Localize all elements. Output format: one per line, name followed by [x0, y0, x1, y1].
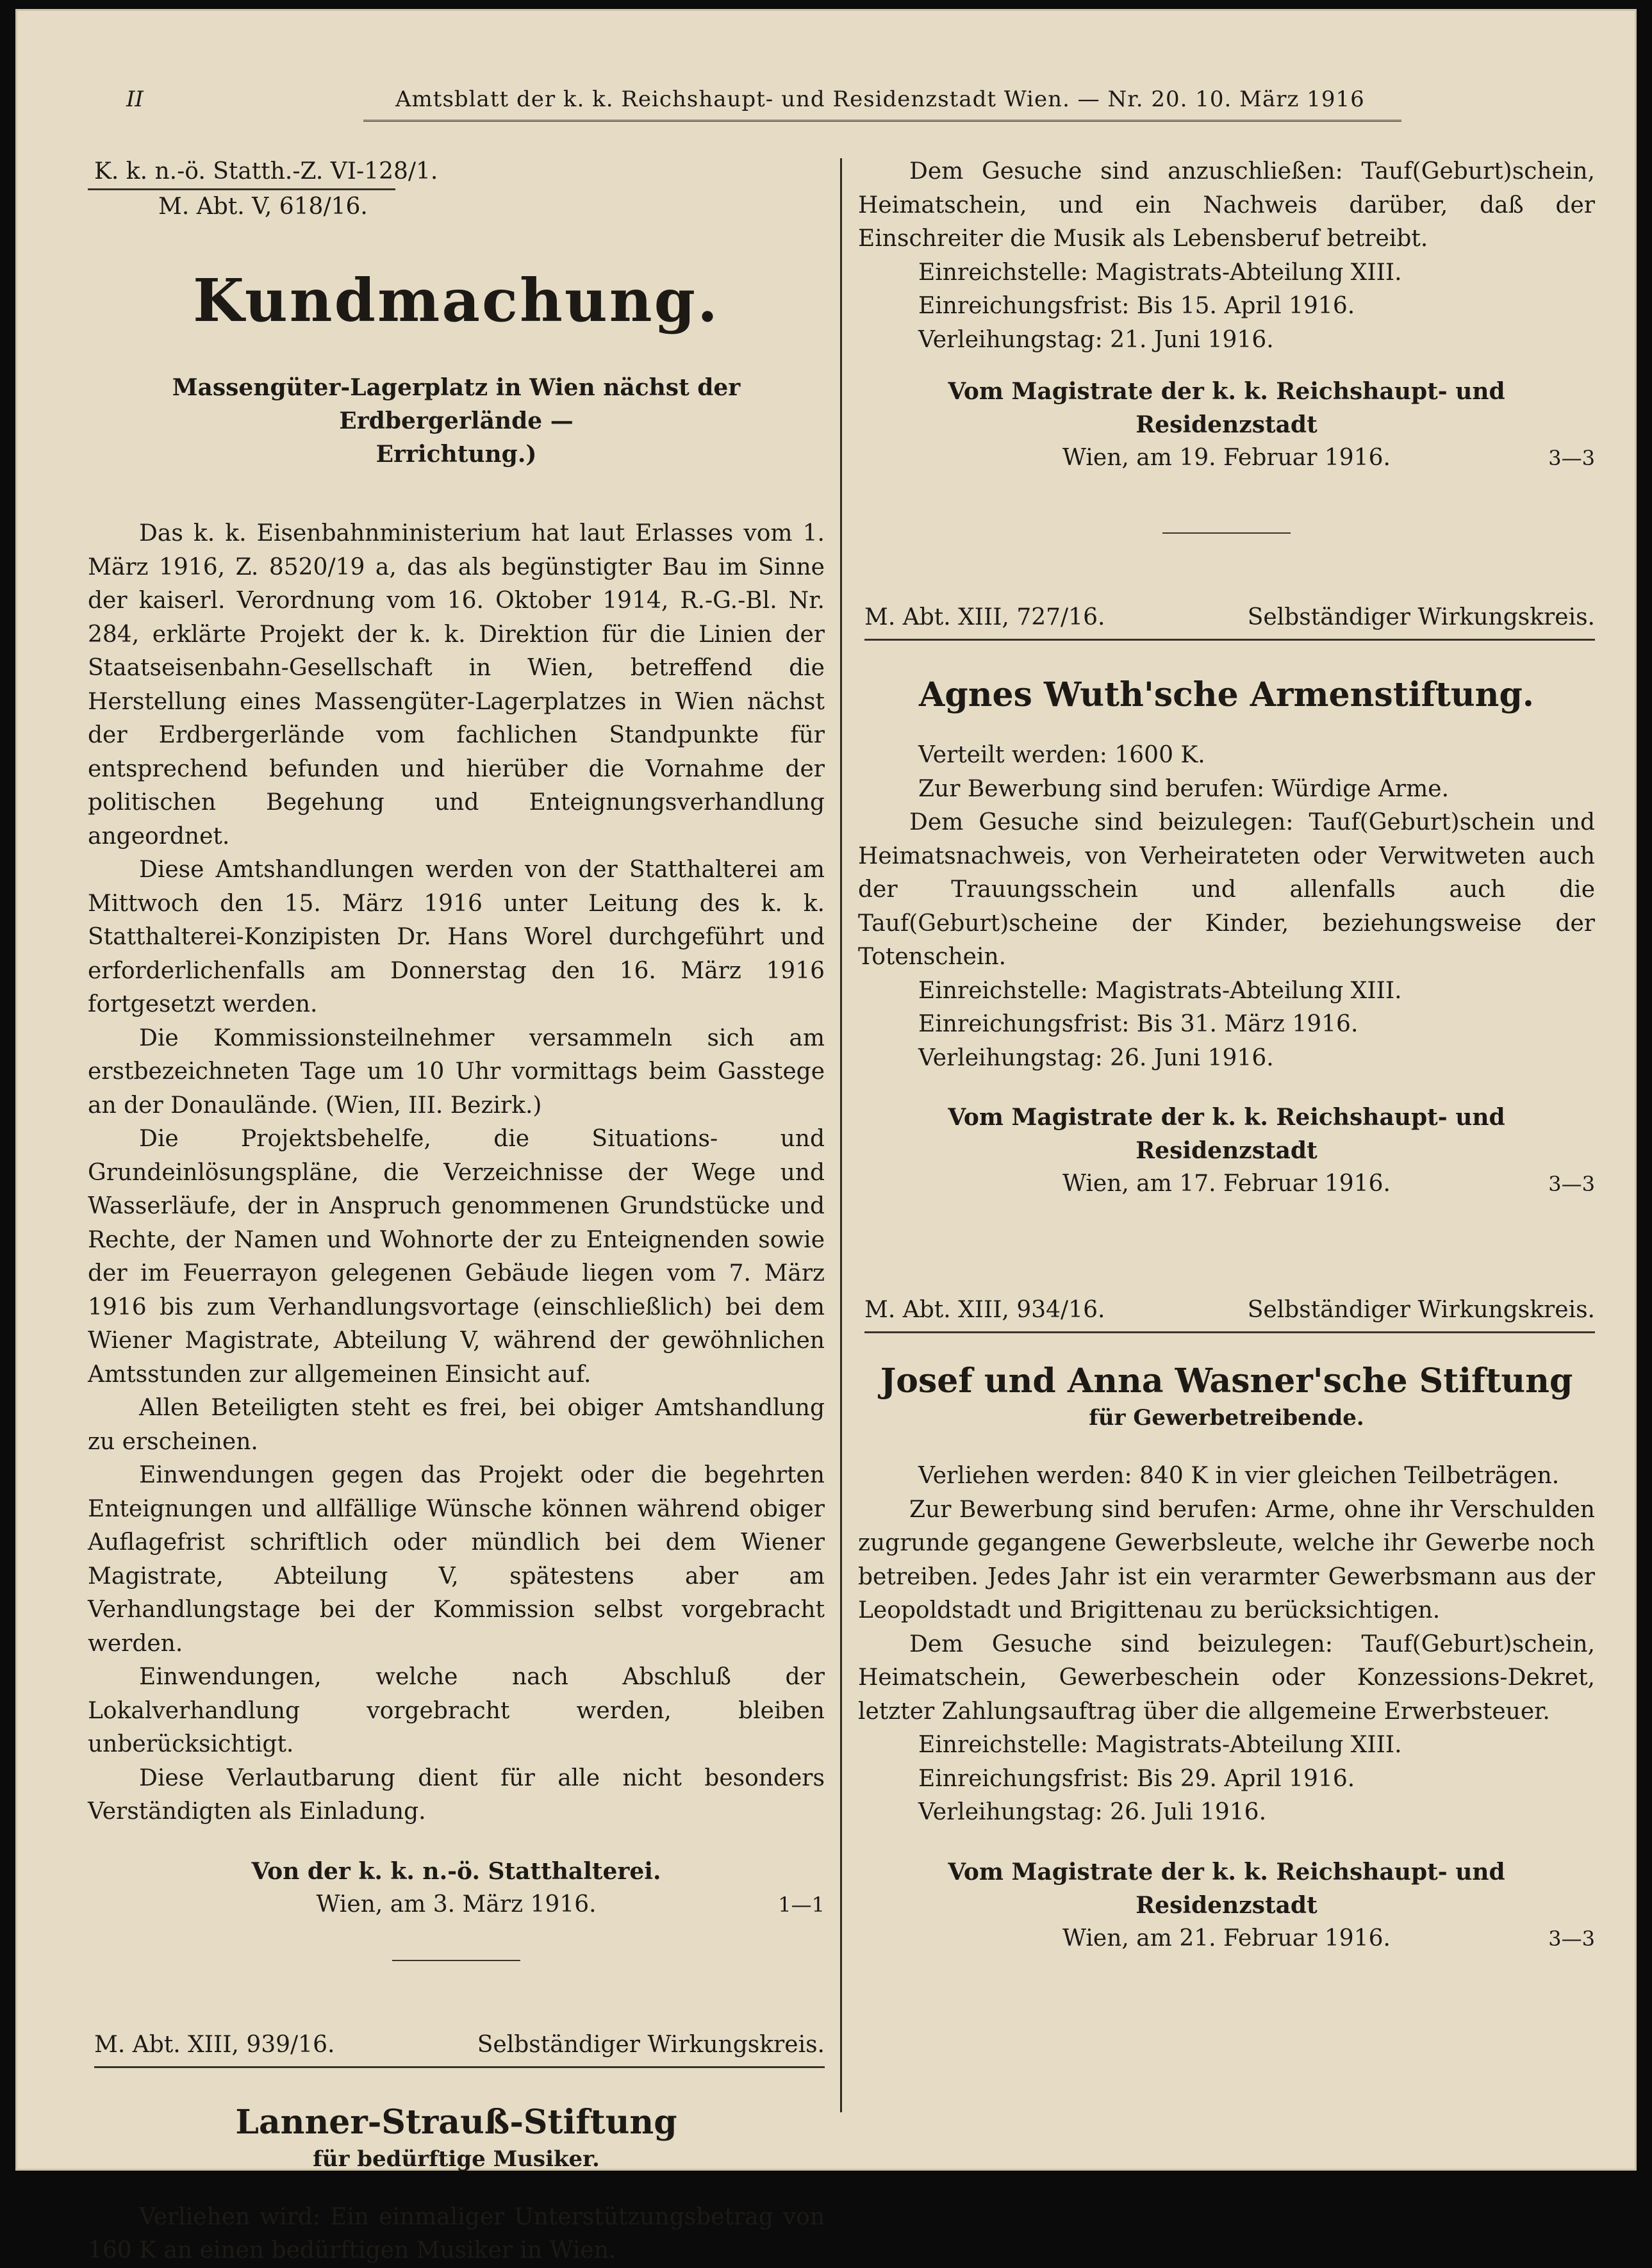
amount-line: Verteilt werden: 1600 K. — [918, 742, 1205, 768]
signature-magistrat: Vom Magistrate der k. k. Reichshaupt- und Residenzstadt — [948, 378, 1505, 438]
notice-paragraph: Allen Beteiligten steht es frei, bei obiger Amtshandlung zu erscheinen. — [88, 1395, 825, 1455]
page-header — [94, 80, 1376, 119]
header-rule — [363, 120, 1401, 122]
award-date: Verleihungstag: 26. Juni 1916. — [918, 1044, 1274, 1071]
column-divider — [840, 158, 842, 2112]
foundation-text: Verliehen wird: Ein einmaliger Unterstützungsbetrag von 160 K an einen bedürftigen Musiker in Wien. — [88, 2203, 825, 2264]
notice-title: Kundmachung. — [192, 266, 720, 335]
insertion-count: 3—3 — [1548, 446, 1595, 470]
section-head-agnes — [858, 604, 1595, 643]
award-date: Verleihungstag: 21. Juni 1916. — [918, 326, 1274, 353]
section-head-josef — [858, 1297, 1595, 1335]
foundation-subtitle: für Gewerbetreibende. — [1089, 1405, 1364, 1431]
eligibility-line: Zur Bewerbung sind berufen: Würdige Arme. — [918, 775, 1450, 802]
signature-magistrat: Vom Magistrate der k. k. Reichshaupt- und Residenzstadt — [948, 1104, 1505, 1164]
section-reference: M. Abt. XIII, 727/16. — [864, 604, 1105, 630]
section-reference: M. Abt. XIII, 934/16. — [864, 1297, 1105, 1323]
amount-line: Verliehen werden: 840 K in vier gleichen Teilbeträgen. — [918, 1463, 1560, 1489]
running-title: Amtsblatt der k. k. Reichshaupt- und Residenzstadt Wien. — Nr. 20. 10. März 1916 — [395, 86, 1365, 112]
place-date — [858, 1167, 1595, 1201]
place-date — [88, 1888, 825, 1921]
reference-statthalterei: K. k. n.-ö. Statth.-Z. VI-128/1. — [94, 158, 438, 185]
submission-office: Einreichstelle: Magistrats-Abteilung XIII. — [918, 1732, 1402, 1758]
section-scope: Selbständiger Wirkungskreis. — [477, 2031, 825, 2058]
agnes-details — [858, 974, 1595, 1076]
signature-statthalterei: Von der k. k. n.-ö. Statthalterei. — [251, 1857, 661, 1885]
place-date-text: Wien, am 17. Februar 1916. — [1062, 1171, 1391, 1197]
agnes-lines — [858, 739, 1595, 806]
section-head-lanner — [88, 2032, 825, 2070]
foundation-title: Lanner-Strauß-Stiftung — [235, 2102, 677, 2142]
lanner-requirements: Dem Gesuche sind anzuschließen: Tauf(Geburt)schein, Heimatschein, und ein Nachweis darüber, daß der Einschreiter die Musik als Lebensberuf betreibt. — [858, 158, 1595, 252]
foundation-title: Agnes Wuth'sche Armenstiftung. — [919, 675, 1534, 714]
foundation-title: Josef und Anna Wasner'sche Stiftung — [880, 1361, 1573, 1401]
page-number: II — [126, 86, 144, 112]
josef-eligibility: Zur Bewerbung sind berufen: Arme, ohne ihr Verschulden zugrunde gegangene Gewerbsleute, welche ihr Gewerbe noch betreiben. Jedes Jahr ist ein verarmter Gewerbsmann aus der Leopoldstadt und Brigittenau zu berücksichtigen. — [858, 1496, 1595, 1623]
submission-deadline: Einreichungsfrist: Bis 15. April 1916. — [918, 293, 1355, 319]
notice-paragraph: Einwendungen, welche nach Abschluß der Lokalverhandlung vorgebracht werden, bleiben unberücksichtigt. — [88, 1664, 825, 1757]
place-date — [858, 441, 1595, 475]
notice-paragraph: Das k. k. Eisenbahnministerium hat laut Erlasses vom 1. März 1916, Z. 8520/19 a, das als begünstigter Bau im Sinne der kaiserl. Verordnung vom 16. Oktober 1914, R.-G.-Bl. Nr. 284, erklärte Projekt der k. k. Direktion für die Linien der Staatseisenbahn-Gesellschaft in Wien, betreffend die Herstellung eines Massengüter-Lagerplatzes in Wien nächst der Erdbergerlände vom fachlichen Standpunkte für entsprechend befunden und hierüber die Vornahme der politischen Begehung und Enteignungsverhandlung angeordnet. — [88, 520, 825, 850]
notice-paragraph: Diese Amtshandlungen werden von der Statthalterei am Mittwoch den 15. März 1916 unter Leitung des k. k. Statthalterei-Konzipisten Dr. Hans Worel durchgeführt und erforderlichenfalls am Donnerstag den 16. März 1916 fortgesetzt werden. — [88, 857, 825, 1017]
place-date-text: Wien, am 19. Februar 1916. — [1062, 445, 1391, 471]
section-rule — [94, 2066, 825, 2068]
signature-magistrat: Vom Magistrate der k. k. Reichshaupt- und Residenzstadt — [948, 1858, 1505, 1919]
section-rule — [864, 1331, 1595, 1333]
place-date — [858, 1922, 1595, 1955]
submission-office: Einreichstelle: Magistrats-Abteilung XIII. — [918, 977, 1402, 1004]
notice-subject — [88, 371, 825, 471]
section-reference: M. Abt. XIII, 939/16. — [94, 2031, 335, 2058]
subject-line-2: Errichtung.) — [376, 441, 537, 468]
reference-magistrat: M. Abt. V, 618/16. — [158, 193, 368, 220]
newspaper-page — [15, 9, 1637, 2264]
award-date: Verleihungstag: 26. Juli 1916. — [918, 1799, 1267, 1825]
submission-deadline: Einreichungsfrist: Bis 31. März 1916. — [918, 1011, 1359, 1037]
section-scope: Selbständiger Wirkungskreis. — [1247, 1297, 1595, 1323]
right-column — [858, 155, 1595, 1955]
left-column — [88, 155, 825, 2268]
josef-details — [858, 1729, 1595, 1830]
notice-paragraph: Die Projektsbehelfe, die Situations- und Grundeinlösungspläne, die Verzeichnisse der Wege und Wasserläufe, der in Anspruch genommenen Grundstücke und Rechte, der Namen und Wohnorte der zu Enteignenden sowie der im Feuerrayon gelegenen Gebäude liegen vom 7. März 1916 bis zum Verhandlungsvortage (einschließlich) bei dem Wiener Magistrate, Abteilung V, während der gewöhnlichen Amtsstunden zur allgemeinen Einsicht auf. — [88, 1126, 825, 1388]
subject-line-1: Massengüter-Lagerplatz in Wien nächst der Erdbergerlände — — [172, 374, 741, 434]
place-date-text: Wien, am 21. Februar 1916. — [1062, 1925, 1391, 1952]
notice-paragraph: Diese Verlautbarung dient für alle nicht besonders Verständigten als Einladung. — [88, 1764, 825, 1825]
section-rule — [864, 639, 1595, 641]
josef-requirements: Dem Gesuche sind beizulegen: Tauf(Geburt)schein, Heimatschein, Gewerbeschein oder Konzessions-Dekret, letzter Zahlungsauftrag über die allgemeine Erwerbsteuer. — [858, 1631, 1595, 1725]
lanner-details — [858, 256, 1595, 357]
agnes-requirements: Dem Gesuche sind beizulegen: Tauf(Geburt)schein und Heimatsnachweis, von Verheirateten oder Verwitweten auch der Trauungsschein und allenfalls auch die Tauf(Geburt)scheine der Kinder, beziehungsweise der Totenschein. — [858, 809, 1595, 970]
insertion-count: 3—3 — [1548, 1926, 1595, 1951]
notice-paragraph: Die Kommissionsteilnehmer versammeln sich am erstbezeichneten Tage um 10 Uhr vormittags beim Gasstege an der Donaulände. (Wien, III. Bezirk.) — [88, 1024, 825, 1119]
foundation-subtitle: für bedürftige Musiker. — [313, 2146, 600, 2172]
submission-deadline: Einreichungsfrist: Bis 29. April 1916. — [918, 1765, 1355, 1792]
josef-lines — [858, 1459, 1595, 1493]
submission-office: Einreichstelle: Magistrats-Abteilung XIII. — [918, 259, 1402, 286]
insertion-count: 3—3 — [1548, 1172, 1595, 1196]
notice-paragraph: Einwendungen gegen das Projekt oder die begehrten Enteignungen und allfällige Wünsche können während obiger Auflagefrist schriftlich oder mündlich bei dem Wiener Magistrate, Abteilung V, spätestens aber am Verhandlungstage bei der Kommission selbst vorgebracht werden. — [88, 1462, 825, 1657]
section-scope: Selbständiger Wirkungskreis. — [1247, 604, 1595, 630]
insertion-count: 1—1 — [778, 1892, 825, 1917]
place-date-text: Wien, am 3. März 1916. — [316, 1891, 597, 1918]
